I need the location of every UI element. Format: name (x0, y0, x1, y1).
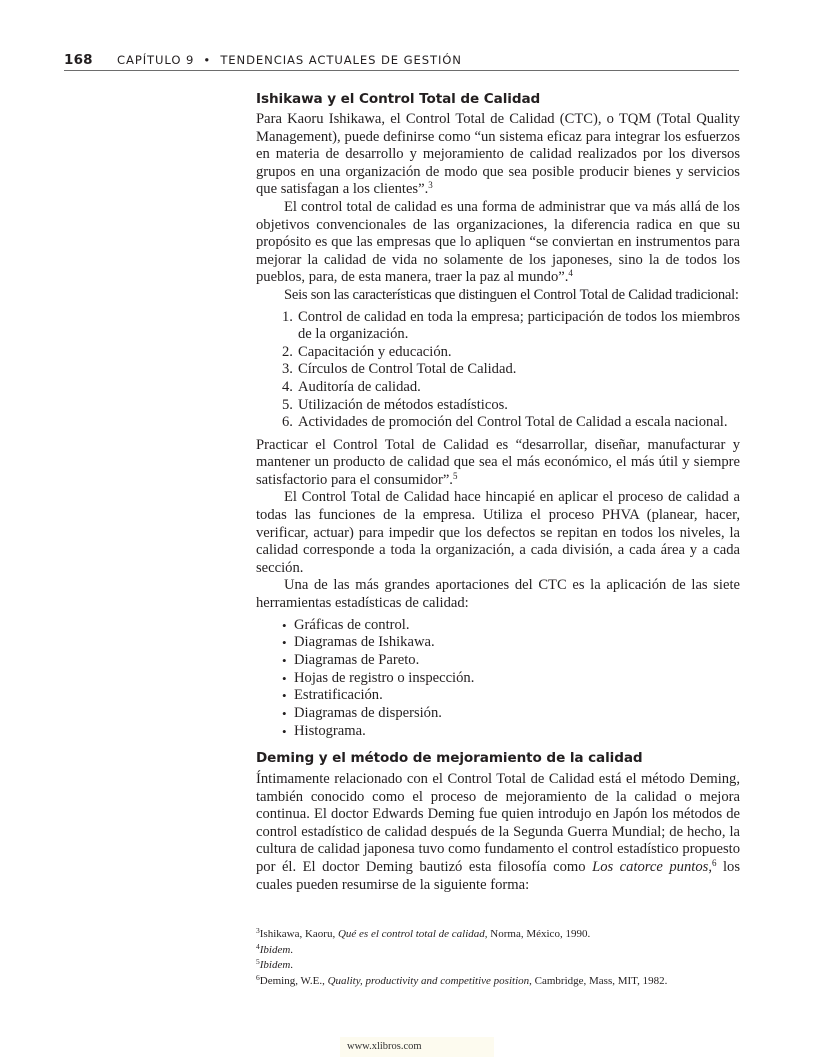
footnote-number: 4 (256, 941, 260, 951)
tools-list (282, 617, 740, 741)
footnote-text: Deming, W.E., (259, 975, 328, 988)
list-item (282, 397, 740, 415)
chapter-title: CAPÍTULO 9 • TENDENCIAS ACTUALES DE GESTIÓN (117, 53, 462, 67)
paragraph-text: Para Kaoru Ishikawa, el Control Total de Calidad (CTC), o TQM (Total Quality Management), puede definirse como “un sistema eficaz para integrar los esfuerzos en materia de desarrollo y mejoramiento de calidad realizados por los diversos grupos en una organización de modo que sea posible producir bienes y servicios que satisfagan a los clientes”. (256, 111, 740, 198)
list-item-text: Capacitación y educación. (298, 343, 452, 360)
footnote-text: , Cambridge, Mass, MIT, 1982. (529, 975, 668, 988)
list-item-text: Actividades de promoción del Control Total de Calidad a escala nacional. (298, 414, 728, 431)
punctuation: , (708, 858, 712, 875)
bullet-icon: • (282, 635, 287, 651)
footnote-ref[interactable]: 5 (452, 470, 458, 481)
paragraph (256, 771, 740, 894)
list-item-text: Utilización de métodos estadísticos. (298, 396, 508, 413)
paragraph: Seis son las características que distinguen el Control Total de Calidad tradicional: (284, 286, 739, 303)
footnote-number: 5 (256, 957, 260, 967)
footnote-ref[interactable]: 3 (428, 180, 433, 191)
running-head (64, 52, 739, 71)
paragraph (256, 437, 740, 490)
list-item (282, 361, 740, 379)
list-item (282, 309, 740, 344)
bullet-icon: • (282, 706, 287, 722)
list-number: 6. (282, 414, 293, 431)
section-deming (256, 749, 740, 894)
list-item-text: Gráficas de control. (294, 616, 410, 633)
footnote (256, 974, 740, 990)
list-item-text: Diagramas de Ishikawa. (294, 634, 435, 651)
list-number: 2. (282, 343, 293, 360)
footnote-title: Ibidem (259, 943, 291, 956)
paragraph-text: Practicar el Control Total de Calidad es “desarrollar, diseñar, manufacturar y mantener un producto de calidad que sea el más económico, el más útil y siempre satisfactorio para el consumidor”. (256, 436, 740, 488)
footnotes (256, 927, 740, 990)
footnote-number: 3 (256, 926, 260, 935)
footnote-text: Ishikawa, Kaoru, (259, 928, 338, 940)
list-item-text: Estratificación. (294, 687, 383, 704)
list-item-text: Auditoría de calidad. (298, 378, 421, 395)
list-number: 5. (282, 396, 293, 413)
list-item (282, 670, 740, 688)
section-ishikawa (256, 90, 740, 741)
paragraph: El Control Total de Calidad hace hincapié en aplicar el proceso de calidad a todas las funciones de la empresa. Utiliza el proceso PHVA (planear, hacer, verificar, actuar) para impedir que los defectos se repitan en todos los niveles, la calidad corresponde a toda la organización, a cada división, a cada área y a cada sección. (256, 489, 740, 576)
paragraph (256, 111, 740, 199)
list-item (282, 723, 740, 741)
characteristics-list (282, 309, 740, 432)
footnote-ref[interactable]: 4 (568, 268, 573, 279)
paragraph-text: Íntimamente relacionado con el Control Total de Calidad está el método Deming, también conocido como el proceso de mejoramiento de la calidad o mejora continua. El doctor Edwards Deming fue quien introdujo en Japón los métodos de control estadístico de calidad después de la Segunda Guerra Mundial; de hecho, la cultura de calidad japonesa tuvo como fundamento el control estadístico propuesto por él. El doctor Deming bautizó esta filosofía como (256, 771, 740, 875)
list-item (282, 344, 740, 362)
footnote-title: Qué es el control total de calidad (337, 928, 485, 940)
list-item-text: Diagramas de dispersión. (294, 705, 442, 722)
footnote-number: 6 (256, 973, 260, 983)
list-item (282, 652, 740, 670)
list-number: 4. (282, 378, 293, 395)
list-number: 3. (282, 361, 293, 378)
list-item-text: Diagramas de Pareto. (294, 652, 420, 669)
footnote-text: , Norma, México, 1990. (484, 928, 591, 940)
list-item (282, 617, 740, 635)
footnote-ref[interactable]: 6 (711, 857, 717, 868)
footnote-text: . (290, 959, 294, 972)
paragraph-text: los cuales pueden resumirse de la siguiente forma: (256, 858, 740, 893)
bullet-icon: • (282, 617, 287, 633)
footnote (256, 943, 740, 959)
footer-website-link[interactable]: www.xlibros.com (340, 1037, 494, 1057)
section-heading: Deming y el método de mejoramiento de la calidad (256, 750, 643, 766)
footnote (256, 927, 740, 943)
list-item (282, 687, 740, 705)
list-number: 1. (282, 308, 293, 325)
list-item-text: Histograma. (294, 722, 366, 739)
footnote (256, 958, 740, 974)
list-item (282, 705, 740, 723)
section-heading: Ishikawa y el Control Total de Calidad (256, 91, 541, 107)
page-number: 168 (64, 52, 93, 68)
emphasis: Los catorce puntos (592, 858, 709, 875)
paragraph-text: El control total de calidad es una forma de administrar que va más allá de los objetivos convencionales de las organizaciones, la diferencia radica en que su propósito es que las empresas que lo apliquen “se conviertan en instrumentos para mejorar la calidad de vida no solamente de los japoneses, sino la de todos los pueblos, para, de esta manera, traer la paz al mundo”. (256, 198, 740, 286)
paragraph (256, 199, 740, 287)
bullet-icon: • (282, 653, 287, 669)
bullet-icon: • (282, 670, 287, 686)
paragraph: Una de las más grandes aportaciones del CTC es la aplicación de las siete herramientas estadísticas de calidad: (256, 577, 740, 612)
list-item-text: Círculos de Control Total de Calidad. (298, 361, 517, 378)
list-item (282, 634, 740, 652)
list-item (282, 379, 740, 397)
footnote-title: Ibidem (259, 959, 291, 972)
footnote-title: Quality, productivity and competitive position (327, 975, 530, 988)
list-item (282, 414, 740, 432)
bullet-icon: • (282, 723, 287, 739)
list-item-text: Control de calidad en toda la empresa; participación de todos los miembros de la organización. (298, 308, 740, 343)
bullet-icon: • (282, 688, 287, 704)
footnote-text: . (290, 943, 294, 956)
list-item-text: Hojas de registro o inspección. (294, 669, 475, 686)
